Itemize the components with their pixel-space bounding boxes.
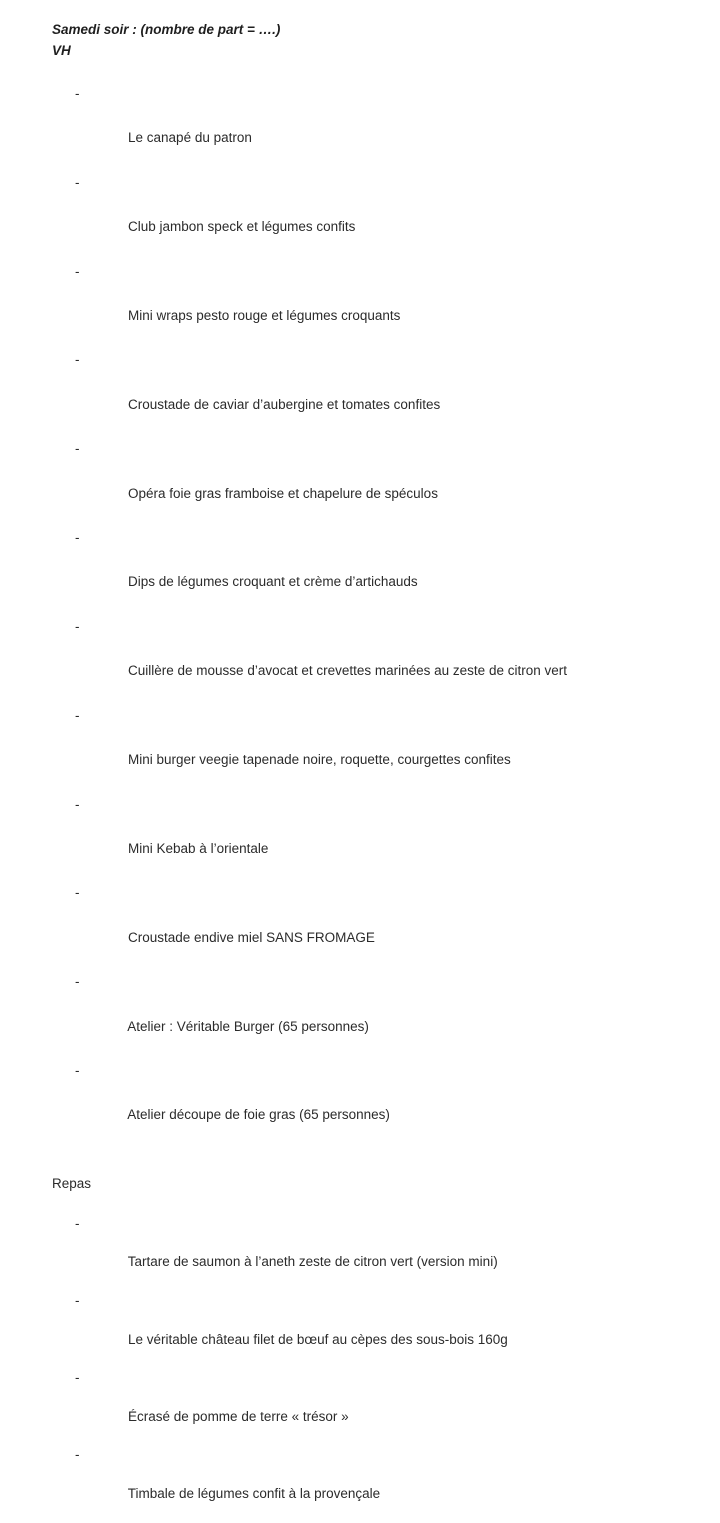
menu-list-repas — [52, 1214, 692, 1523]
dash-bullet-icon: - — [75, 1447, 80, 1463]
list-item-label: Timbale de légumes confit à la provençale — [127, 1485, 381, 1501]
list-item-label: Opéra foie gras framboise et chapelure de spéculos — [128, 485, 438, 501]
list-item — [52, 794, 692, 883]
list-item — [52, 1214, 692, 1291]
dash-bullet-icon: - — [75, 352, 80, 368]
dash-bullet-icon: - — [75, 441, 80, 457]
list-item — [52, 705, 692, 794]
list-item — [52, 438, 692, 527]
dash-bullet-icon: - — [75, 707, 80, 723]
list-item-label: Mini wraps pesto rouge et légumes croquants — [128, 308, 401, 324]
list-item-label: Club jambon speck et légumes confits — [128, 219, 356, 235]
document-body — [52, 19, 692, 1523]
dash-bullet-icon: - — [75, 86, 80, 101]
dash-bullet-icon: - — [75, 885, 80, 901]
spacer-after-repas — [52, 1193, 692, 1214]
list-item — [52, 172, 692, 261]
list-item — [52, 83, 692, 172]
list-item-label: Atelier découpe de foie gras (65 personnes) — [127, 1107, 390, 1123]
list-item-label: Mini Kebab à l’orientale — [128, 840, 269, 856]
list-item — [52, 1291, 692, 1368]
list-item-label: Le canapé du patron — [128, 130, 252, 146]
list-item-label: Dips de légumes croquant et crème d’artichauds — [128, 574, 418, 590]
dash-bullet-icon: - — [75, 974, 80, 990]
spacer-before-repas — [52, 1149, 692, 1174]
section-heading-repas: Repas — [52, 1175, 92, 1191]
list-item — [52, 1445, 692, 1522]
dash-bullet-icon: - — [75, 1215, 80, 1231]
list-item-label: Le véritable château filet de bœuf au cèpes des sous-bois 160g — [128, 1331, 508, 1347]
dash-bullet-icon: - — [75, 1062, 80, 1078]
dash-bullet-icon: - — [75, 530, 80, 546]
menu-list-primary — [52, 83, 692, 1149]
list-item-label: Croustade de caviar d’aubergine et tomates confites — [128, 396, 441, 412]
dash-bullet-icon: - — [75, 174, 80, 190]
list-item — [52, 261, 692, 350]
list-item — [52, 616, 692, 705]
list-item — [52, 349, 692, 438]
dash-bullet-icon: - — [75, 618, 80, 634]
spacer-after-title — [52, 61, 692, 83]
list-item-label: Cuillère de mousse d’avocat et crevettes marinées au zeste de citron vert — [128, 663, 567, 679]
dash-bullet-icon: - — [75, 1370, 80, 1386]
document-title-line-2: VH — [52, 43, 71, 58]
list-item-label: Écrasé de pomme de terre « trésor » — [128, 1408, 349, 1424]
dash-bullet-icon: - — [75, 796, 80, 812]
list-item — [52, 1060, 692, 1149]
list-item-label: Mini burger veegie tapenade noire, roquette, courgettes confites — [128, 752, 511, 768]
list-item-label: Croustade endive miel SANS FROMAGE — [128, 929, 375, 945]
dash-bullet-icon: - — [75, 1292, 80, 1308]
list-item — [52, 971, 692, 1060]
list-item-label: Atelier : Véritable Burger (65 personnes) — [127, 1018, 369, 1034]
list-item — [52, 1368, 692, 1445]
list-item — [52, 882, 692, 971]
document-title-line-1: Samedi soir : (nombre de part = ….) — [52, 22, 281, 37]
list-item-label: Tartare de saumon à l’aneth zeste de citron vert (version mini) — [127, 1254, 498, 1270]
dash-bullet-icon: - — [75, 263, 80, 279]
list-item — [52, 527, 692, 616]
